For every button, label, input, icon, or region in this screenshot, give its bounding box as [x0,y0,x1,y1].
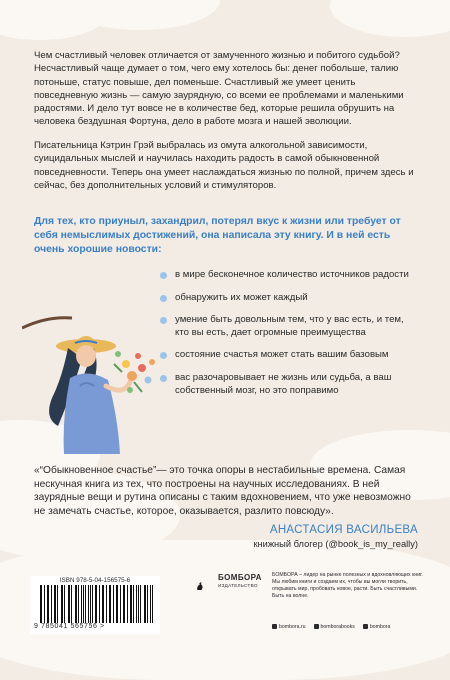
review-author-block [253,524,418,549]
publisher-sub: ИЗДАТЕЛЬСТВО [218,583,258,588]
list-item: в мире бесконечное количество источников радости [160,269,415,282]
barcode-bars [40,585,154,623]
barcode-digits: 9 785041 565756 > [34,623,160,630]
review-quote: «“Обыкновенное счастье”— это точка опоры в нестабильные времена. Самая нескучная книга из тех, что построены на научных исследованиях. В ней заурядные вещи и рутина описаны с таким вдохновением, что уже невозможно не замечать счастье, которое, оказывается, разлито повсюду». [34,464,419,519]
lead-paragraph: Для тех, кто приуныл, захандрил, потерял вкус к жизни или требует от себя немыслимых достижений, она написала эту книгу. И в ней есть очень хорошие новости: [34,215,419,257]
barcode-bar [48,585,49,623]
review-author: АНАСТАСИЯ ВАСИЛЬЕВА [253,524,418,536]
bullet-dot [160,272,167,279]
bullet-list [160,269,415,407]
list-item: состояние счастья может стать вашим базовым [160,349,415,362]
barcode [30,576,160,634]
web-icon [272,624,277,629]
social-item: bomborabooks [314,624,355,630]
publisher-social [272,624,390,630]
intro-paragraph-2: Писательница Кэтрин Грэй выбралась из омута алкогольной зависимости, суицидальных мыслей и научилась находить радость в самой обыкновенной повседневности. Теперь она умеет наслаждаться жизнью по полной, причем здесь и сейчас, без дополнительных условий и стимуляторов. [34,139,419,192]
review-author-role: книжный блогер (@book_is_my_really) [253,539,418,549]
barcode-bar [138,585,139,623]
social-item: bombora [363,624,390,630]
barcode-bar [83,585,84,623]
telegram-icon [363,624,368,629]
bullet-dot [160,352,167,359]
cloud-decoration [330,0,450,37]
list-item: вас разочаровывает не жизнь или судьба, а ваш собственный мозг, но это поправимо [160,372,415,397]
barcode-bar [64,585,65,623]
list-item: умение быть довольным тем, что у вас есть, и тем, кто вы есть, дает огромные преимущества [160,314,415,339]
intro-paragraph-1: Чем счастливый человек отличается от замученного жизнью и побитого судьбой? Несчастливый чаще думает о том, чего ему хотелось бы: денег побольше, талию потоньше, статус повыше, дел поменьше. Счастливый же умеет ценить повседневную жизнь — самую заурядную, со всеми ее проблемами и маленькими радостями. И дело тут вовсе не в количестве бед, которые решила обрушить на человека бездушная Фортуна, дело в работе мозга и нашей эволюции. [34,49,419,129]
barcode-bar [99,585,100,623]
girl-illustration [22,268,160,458]
social-item: bombora.ru [272,624,306,630]
vk-icon [314,624,319,629]
publisher-name: БОМБОРА [218,573,262,582]
bullet-dot [160,375,167,382]
bullet-dot [160,317,167,324]
barcode-bar [116,585,117,623]
bullet-dot [160,295,167,302]
publisher-description: БОМБОРА – лидер на рынке полезных и вдохновляющих книг. Мы любим книги и создаем их, чтобы вы могли творить, открывать мир, пробовать новое, расти. Быть счастливыми. Быть на волне. [272,572,424,600]
bombora-logo-icon [196,570,218,602]
isbn-number: ISBN 978-5-04-156575-6 [30,577,160,584]
list-item: обнаружить их может каждый [160,292,415,305]
